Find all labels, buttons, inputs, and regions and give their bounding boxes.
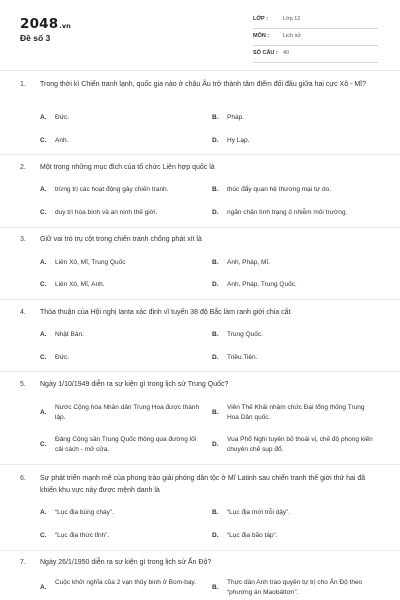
question-text: Ngày 1/10/1949 diễn ra sự kiện gì trong lịch sử Trung Quốc? [40, 381, 229, 388]
question-number: 7. [20, 559, 26, 566]
meta-grade-value: Lớp 12 [283, 16, 301, 22]
option-text: ngăn chặn tình trạng ô nhiễm môi trường. [227, 209, 348, 216]
option-letter: A. [40, 186, 47, 193]
option-letter: D. [212, 209, 219, 216]
option-letter: B. [212, 186, 219, 193]
question-number: 4. [20, 309, 26, 316]
question-text: Thỏa thuận của Hội nghị Ianta xác định vĩ tuyến 38 độ Bắc làm ranh giới chia cắt [40, 309, 291, 316]
meta-question-count [253, 46, 378, 63]
meta-grade-label: LỚP : [253, 16, 268, 22]
option-letter: D. [212, 137, 219, 144]
option-letter: D. [212, 354, 219, 361]
question-divider [0, 227, 400, 228]
question-text: Trong thời kì Chiến tranh lạnh, quốc gia nào ở châu Âu trở thành tâm điểm đối đầu giữa hai cực Xô - Mĩ? [40, 81, 367, 88]
meta-subject-value: Lịch sử [283, 33, 302, 39]
option-text: Liên Xô, Mĩ, Trung Quốc [55, 259, 126, 266]
option-text: Nhật Bản. [55, 331, 84, 338]
site-logo[interactable] [20, 13, 71, 32]
exam-header [0, 0, 400, 70]
option-text: Triều Tiên. [227, 354, 258, 361]
option-letter: B. [212, 331, 219, 338]
question-text: Một trong những mục đích của tổ chức Liên hợp quốc là [40, 164, 215, 171]
option-letter: A. [40, 584, 47, 591]
option-text: Anh, Pháp, Mĩ. [227, 259, 270, 266]
logo-text: 2048 [20, 16, 59, 32]
option-text: Trung Quốc. [227, 331, 263, 338]
meta-grade [253, 12, 378, 29]
option-letter: A. [40, 331, 47, 338]
question-number: 2. [20, 164, 26, 171]
option-text: “Lục địa bão táp”. [227, 532, 278, 539]
option-text: Pháp. [227, 114, 244, 121]
option-text: Nước Cộng hòa Nhân dân Trung Hoa được thành lập. [55, 404, 200, 421]
question-divider [0, 299, 400, 300]
option-text: duy trì hòa bình và an ninh thế giới. [55, 209, 158, 216]
option-text: “Lục địa bùng cháy”. [55, 509, 114, 516]
option-letter: B. [212, 114, 219, 121]
option-text: Anh. [55, 137, 69, 144]
option-letter: C. [40, 354, 47, 361]
option-letter: A. [40, 114, 47, 121]
option-text: Viên Thế Khải nhậm chức Đại tổng thống Trung Hoa Dân quốc. [227, 404, 365, 421]
option-text: “Lục địa thức tỉnh”. [55, 532, 110, 539]
option-letter: D. [212, 281, 219, 288]
option-text: thúc đẩy quan hệ thương mại tự do. [227, 186, 332, 193]
option-text: Thực dân Anh trao quyền tự trị cho Ấn Độ theo “phương án Maobáttơn”. [227, 579, 363, 596]
logo-suffix: .vn [59, 22, 71, 30]
option-letter: A. [40, 409, 47, 416]
option-text: Đảng Cộng sản Trung Quốc thông qua đường lối cải cách - mở cửa. [55, 436, 197, 453]
question-divider [0, 154, 400, 155]
meta-subject [253, 29, 378, 46]
option-letter: C. [40, 532, 47, 539]
option-text: Liên Xô, Mĩ, Anh. [55, 281, 105, 288]
option-text: Cuộc khởi nghĩa của 2 vạn thủy binh ở Bom-bay. [55, 579, 197, 586]
exam-title: Đề số 3 [20, 33, 51, 43]
option-letter: C. [40, 281, 47, 288]
question-text: Ngày 26/1/1950 diễn ra sự kiện gì trong lịch sử Ấn Độ? [40, 559, 212, 566]
header-divider [0, 70, 400, 71]
question-divider [0, 550, 400, 551]
option-letter: A. [40, 259, 47, 266]
option-text: Anh, Pháp, Trung Quốc. [227, 281, 297, 288]
question-divider [0, 464, 400, 465]
option-text: Đức. [55, 114, 70, 121]
option-letter: D. [212, 441, 219, 448]
option-text: Hy Lạp. [227, 137, 250, 144]
meta-subject-label: MÔN : [253, 33, 270, 39]
option-letter: B. [212, 409, 219, 416]
option-letter: A. [40, 509, 47, 516]
question-text: Giữ vai trò trụ cột trong chiến tranh chống phát xít là [40, 236, 202, 243]
meta-count-value: 40 [283, 50, 290, 56]
question-number: 1. [20, 81, 26, 88]
option-letter: C. [40, 137, 47, 144]
meta-count-label: SỐ CÂU : [253, 50, 278, 56]
option-text: “Lục địa mới trỗi dậy”. [227, 509, 291, 516]
question-number: 5. [20, 381, 26, 388]
question-number: 6. [20, 475, 26, 482]
option-letter: D. [212, 532, 219, 539]
question-number: 3. [20, 236, 26, 243]
option-text: Đức. [55, 354, 70, 361]
option-letter: B. [212, 584, 219, 591]
option-text: trừng trị các hoạt động gây chiến tranh. [55, 186, 169, 193]
option-text: Vua Phổ Nghi tuyên bố thoái vị, chế độ phong kiến chuyên chế sụp đổ. [227, 436, 373, 453]
option-letter: C. [40, 209, 47, 216]
question-divider [0, 371, 400, 372]
option-letter: C. [40, 441, 47, 448]
option-letter: B. [212, 509, 219, 516]
option-letter: B. [212, 259, 219, 266]
question-text: Sự phát triển mạnh mẽ của phong trào giải phóng dân tộc ở Mĩ Latinh sau chiến tranh thế giới thứ hai đã khiến khu vực này được mệnh danh là [40, 475, 366, 494]
